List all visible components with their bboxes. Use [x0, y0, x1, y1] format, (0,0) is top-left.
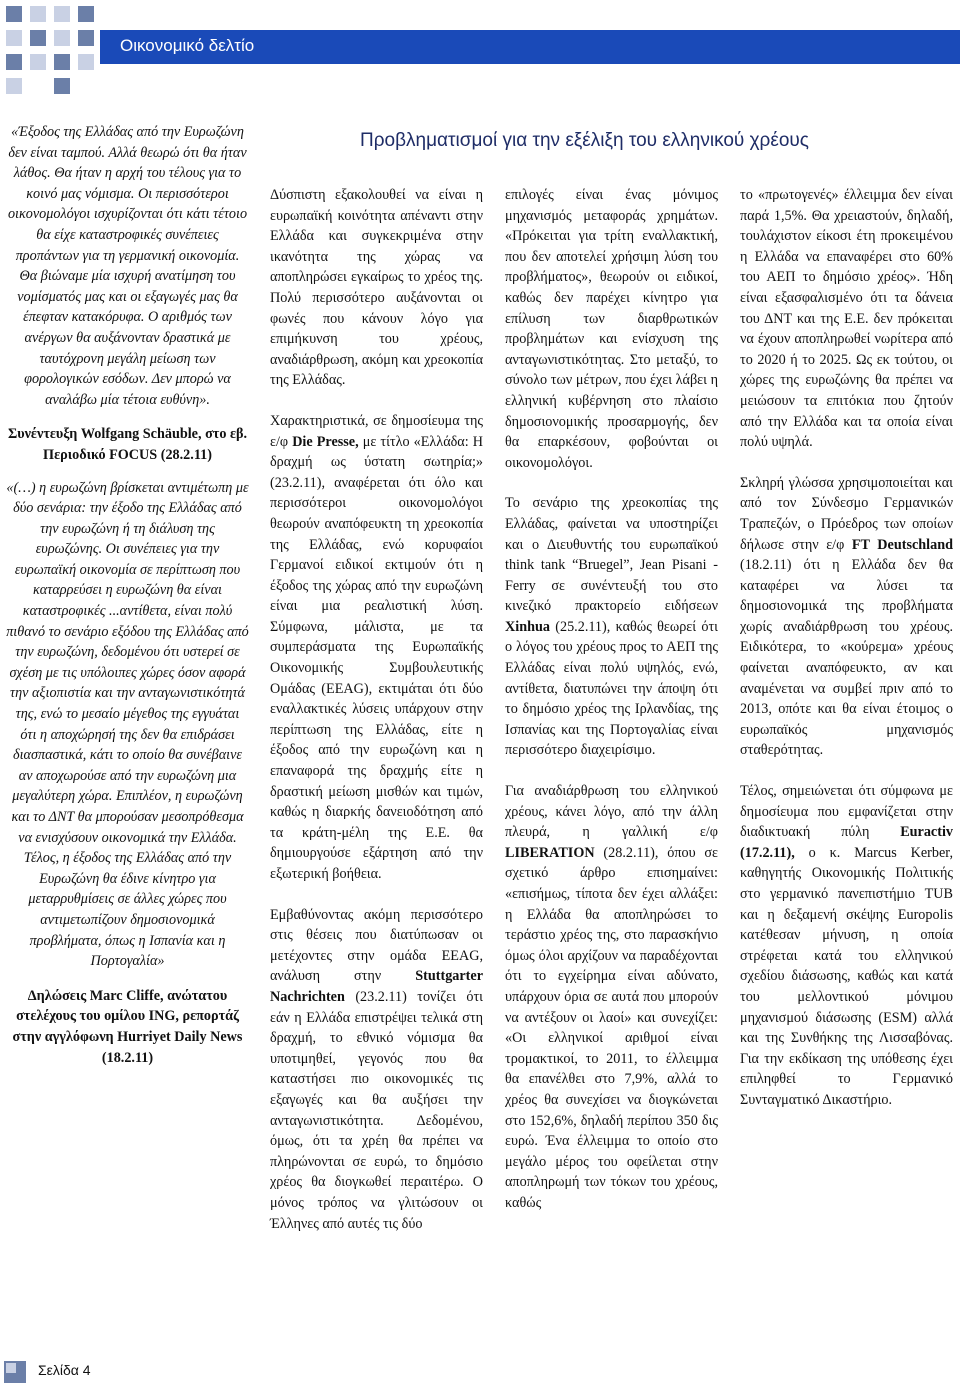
paragraph: επιλογές είναι ένας μόνιμος μηχανισμός μεταφοράς χρημάτων. «Πρόκειται για τρίτη εναλλακτική, που δεν αποτελεί χρήσιμη λύση του προβλήματος», θεωρούν οι ειδικοί, καθώς δεν παρέχει κίνητρο για επίλυση των διαρθρωτικών προβλημάτων και ενίσχυση της ανταγωνιστικότητας. Στο μεταξύ, το σύνολο των μέτρων, που έχει λάβει η ελληνική κυβέρνηση στο πλαίσιο δημοσιονομικής προσαρμογής, δεν θα επαρκέσουν, φοβούνται οι οικονομολόγοι. [505, 187, 718, 471]
decor-square [30, 54, 46, 70]
quote-cliffe: «(…) η ευρωζώνη βρίσκεται αντιμέτωπη με δύο σενάρια: την έξοδο της Ελλάδας από την ευρωζώνη ή τη διάλυση της ευρωζώνης. Οι συνέπειες για την ευρωπαϊκή οικονομία σε περίπτωση που καταρρεύσει η ευρωζώνη θα είναι καταστροφικές ...αντίθετα, είναι πολύ πιθανό το σενάριο εξόδου της Ελλάδας από την ευρωζώνη, δεδομένου ότι υστερεί σε σχέση με τις υπόλοιπες χώρες όσον αφορά την αξιοπιστία και την ανταγωνιστικότητά της, ενώ το μεσαίο μέγεθος της εγγυάται ότι η αποχώρησή της δεν θα επιδράσει διασπαστικά, κάτι το οποίο θα συνέβαινε αν αποχωρούσε από την ευρωζώνη μια μεγαλύτερη χώρα. Επιπλέον, η ευρωζώνη και το ΔΝΤ θα μπορούσαν μεσοπρόθεσμα να ενισχύσουν οικονομικά την Ελλάδα. Τέλος, η έξοδος της Ελλάδας από την Ευρωζώνη θα έδινε κίνητρο για μεταρρυθμίσεις σε άλλες χώρες που αντιμετωπίζουν δημοσιονομικά προβλήματα, όπως η Ισπανία και η Πορτογαλία» [6, 479, 249, 970]
decor-square [78, 6, 94, 22]
quote-attribution: Συνέντευξη Wolfgang Schäuble, στο εβ. Περιοδικό FOCUS (28.2.11) [7, 426, 248, 463]
paragraph: Δύσπιστη εξακολουθεί να είναι η ευρωπαϊκή κοινότητα απέναντι στην Ελλάδα και συγκεκριμένα στην ικανότητα της χώρας να αποπληρώσει εγκαίρως το χρέος της. Πολύ περισσότερο αυξάνονται οι φωνές που κάνουν λόγο για επιμήκυνση του χρέους, αναδιάρθρωση, ακόμη και χρεοκοπία της Ελλάδας. [270, 187, 483, 389]
decor-square [6, 54, 22, 70]
quote-schauble: «Έξοδος της Ελλάδας από την Ευρωζώνη δεν είναι ταμπού. Αλλά θεωρώ ότι θα ήταν λάθος. Θα ήταν η αρχή του τέλους για το κοινό μας νόμισμα. Οι περισσότεροι οικονομολόγοι ισχυρίζονται ότι κάτι τέτοιο θα είχε καταστροφικές συνέπειες προπάντων για τη γερμανική οικονομία. Θα βιώναμε μία ισχυρή ανατίμηση του νομίσματός μας και οι εξαγωγές μας θα έπεφταν κατακόρυφα. Ο αριθμός των ανέργων θα αυξάνονταν δραστικά με ταυτόχρονη μεγάλη μείωση των φορολογικών εσόδων. Δεν μπορώ να αναλάβω μία τέτοια ευθύνη». [7, 124, 248, 408]
article-column-2 [505, 185, 718, 1234]
paragraph: Τέλος, σημειώνεται ότι σύμφωνα με δημοσίευμα που εμφανίζεται στην διαδικτυακή πύλη Euractiv (17.2.11), ο κ. Marcus Kerber, καθηγητής Οικονομικής Πολιτικής στο γερμανικό πανεπιστήμιο TUB και η δεξαμενή σκέψης Europolis κατέθεσαν μήνυση, η οποία στρέφεται κατά του ελληνικού σχεδίου διάσωσης, καθώς και κατά του μελλοντικού μόνιμου μηχανισμού διάσωσης (ESM) αλλά και της Συνθήκης της Λισσαβόνας. Για την εκδίκαση της υπόθεσης έχει επιληφθεί το Γερμανικό Συνταγματικό Δικαστήριο. [740, 783, 953, 1108]
decor-square [54, 30, 70, 46]
paragraph: Για αναδιάρθρωση του ελληνικού χρέους, κάνει λόγο, από την άλλη πλευρά, η γαλλική ε/φ LIBERATION (28.2.11), όπου σε σχετικό άρθρο επισημαίνει: «επισήμως, τίποτα δεν έχει αλλάξει: η Ελλάδα θα αποπληρώσει το τεράστιο χρέος της, στο παρασκήνιο όμως όλοι αρχίζουν να παραδέχονται ότι το εγχείρημα είναι αδύνατο, υπάρχουν όρια σε αυτά που μπορούν να αντέξουν οι λαοί» και συνεχίζει: «Οι ελληνικοί αριθμοί είναι τρομακτικοί, το 2011, το έλλειμμα θα επανέλθει στο 7,9%, αλλά το χρέος θα συνεχίσει να διογκώνεται στο 152,6%, δηλαδή περίπου 350 δις ευρώ. Ένα έλλειμμα το οποίο στο μεγάλο μέρος του οφείλεται στην αποπληρωμή των τόκων του χρέους, καθώς [505, 783, 718, 1211]
decor-square [6, 6, 22, 22]
decor-square [30, 30, 46, 46]
decor-square [54, 78, 70, 94]
quote-attribution: Δηλώσεις Marc Cliffe, ανώτατου στελέχους του ομίλου ING, ρεπορτάζ στην αγγλόφωνη Hurriyet Daily News (18.2.11) [12, 987, 243, 1066]
decor-square [78, 54, 94, 70]
paragraph: Εμβαθύνοντας ακόμη περισσότερο στις θέσεις που διατύπωσαν οι μετέχοντες στην ομάδα EEAG, ανάλυση στην Stuttgarter Nachrichten (23.2.11) τονίζει ότι εάν η Ελλάδα επιστρέψει τελικά στη δραχμή, το εθνικό νόμισμα θα υποτιμηθεί, γεγονός που θα καταστήσει πιο οικονομικές τις εξαγωγές και θα αυξήσει την ανταγωνιστικότητα. Δεδομένου, όμως, ότι τα χρέη θα πρέπει να πληρώνονται σε ευρώ, το δημόσιο χρέος θα διογκωθεί περαιτέρω. Ο μόνος τρόπος να γλιτώσουν οι Έλληνες από αυτές τις δύο [270, 906, 483, 1232]
decor-square [54, 6, 70, 22]
paragraph: Το σενάριο της χρεοκοπίας της Ελλάδας, φαίνεται να υποστηρίζει και ο Διευθυντής του ευρωπαϊκού think tank “Bruegel”, Jean Pisani - Ferry σε συνέντευξή του στο κινεζικό πρακτορείο ειδήσεων Xinhua (25.2.11), καθώς θεωρεί ότι ο λόγος του χρέους προς το ΑΕΠ της Ελλάδας είναι πολύ υψηλός, ενώ, αντίθετα, διατυπώνει την άποψη ότι το δημόσιο χρέος της Ιρλανδίας, της Ισπανίας και της Πορτογαλίας είναι περισσότερο διαχειρίσιμο. [505, 495, 718, 759]
article-column-1 [270, 185, 483, 1254]
decor-square [6, 78, 22, 94]
decor-square [6, 30, 22, 46]
header [0, 0, 960, 95]
footer-decor-square [6, 1363, 16, 1373]
newsletter-title: Οικονομικό δελτίο [120, 36, 255, 55]
page-number: Σελίδα 4 [38, 1362, 91, 1378]
paragraph: Σκληρή γλώσσα χρησιμοποιείται και από τον Σύνδεσμο Γερμανικών Τραπεζών, ο Πρόεδρος των οποίων δήλωσε στην ε/φ FT Deutschland (18.2.11) ότι η Ελλάδα δεν θα καταφέρει να λύσει τα δημοσιονομικά της προβλήματα χωρίς αναδιάρθρωση του χρέους. Ειδικότερα, το «κούρεμα» χρέους φαίνεται αναπόφευκτο, αν και αναμένεται να συμβεί πριν από το 2013, οπότε και θα είναι έτοιμος ο ευρωπαϊκός μηχανισμός σταθερότητας. [740, 474, 953, 759]
decor-square [30, 6, 46, 22]
sidebar-quotes [6, 122, 249, 1080]
paragraph: το «πρωτογενές» έλλειμμα δεν είναι παρά 1,5%. Θα χρειαστούν, δηλαδή, τουλάχιστον είκοσι έτη προκειμένου η Ελλάδα να επαναφέρει στο 60% του ΑΕΠ το δημόσιο χρέος». Ήδη είναι εξασφαλισμένο ότι τα δάνεια του ΔΝΤ και της Ε.Ε. δεν πρόκειται να έχουν αποπληρωθεί νωρίτερα από το 2020 ή το 2025. Ως εκ τούτου, οι χώρες της ευρωζώνης θα πρέπει να μειώσουν τα επιτόκια που ζητούν από την Ελλάδα και τα οποία είναι πολύ υψηλά. [740, 187, 953, 451]
decor-square [78, 30, 94, 46]
decor-square [54, 54, 70, 70]
article-column-3 [740, 185, 953, 1131]
paragraph: Χαρακτηριστικά, σε δημοσίευμα της ε/φ Die Presse, με τίτλο «Ελλάδα: Η δραχμή ως ύστατη σωτηρία;» (23.2.11), αναφέρεται ότι όλο και περισσότεροι οικονομολόγοι θεωρούν αναπόφευκτη τη χρεοκοπία της Ελλάδας, ενώ κορυφαίοι Γερμανοί ειδικοί εκτιμούν ότι η έξοδος της χώρας από την ευρωζώνη είναι μια ρεαλιστική λύση. Σύμφωνα, μάλιστα, με τα συμπεράσματα της Ευρωπαϊκής Οικονομικής Συμβουλευτικής Ομάδας (EEAG), εκτιμάται ότι δύο εναλλακτικές λύσεις υπάρχουν στην περίπτωση της Ελλάδας, είτε η έξοδος από την ευρωζώνη και η επαναφορά της δραχμής είτε η δραστική μείωση μισθών και τιμών, καθώς η διαρκής δανειοδότηση από τα κράτη-μέλη της Ε.Ε. θα δημιουργούσε εξάρτηση από την εξωτερική βοήθεια. [270, 412, 484, 882]
article-title: Προβληματισμοί για την εξέλιξη του ελληνικού χρέους [360, 130, 809, 151]
